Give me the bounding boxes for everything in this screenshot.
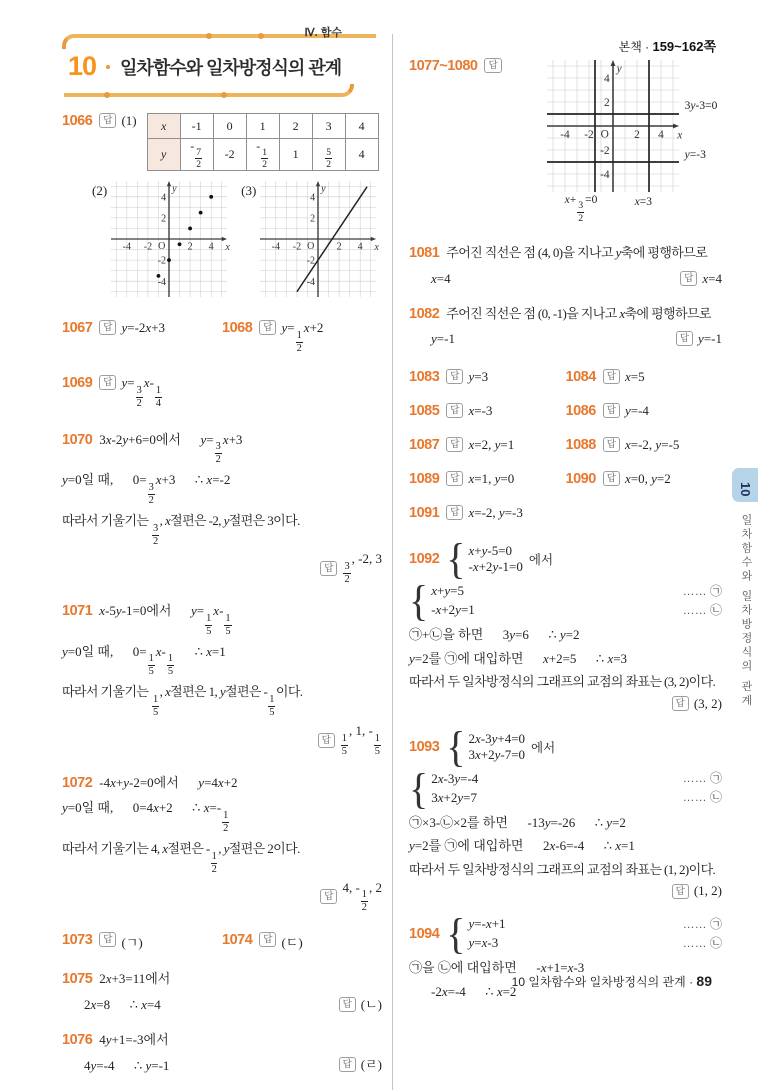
answer-line bbox=[409, 696, 722, 712]
solution-line: 따라서 기울기는 $\frac{1}{5}$ , x절편은 1, y절편은 - $\frac{1}{5}$ 이다. bbox=[62, 684, 303, 718]
system-equation: 3x+2y=7 bbox=[431, 789, 477, 805]
problem-number: 1067 bbox=[62, 320, 93, 337]
answer-badge: 답 bbox=[339, 997, 356, 1012]
svg-text:y bbox=[321, 184, 327, 195]
answer-badge: 답 bbox=[320, 889, 337, 904]
answer-value: $\frac{3}{2}$ , -2, 3 bbox=[344, 551, 382, 586]
problem-number: 1072 bbox=[62, 774, 93, 791]
problem-number: 1093 bbox=[409, 738, 440, 755]
answer-value: y=-4 bbox=[624, 403, 649, 418]
problem-number: 1089 bbox=[409, 471, 440, 487]
solution-line: ㉠을 ㉡에 대입하면 -x+1=x-3 bbox=[409, 960, 585, 975]
chapter-title: 일차함수와 일차방정식의 관계 bbox=[120, 57, 342, 78]
footer-chapter-number: 10 bbox=[511, 975, 526, 989]
side-tab-chapter-title: 일차함수와 일차방정식의 관계 bbox=[740, 514, 752, 709]
answer-line bbox=[339, 995, 382, 1015]
solution-line: 4y+1=-3에서 bbox=[99, 1031, 169, 1047]
problem-1084 bbox=[566, 369, 723, 385]
solution-line: ㉠×3-㉡×2를 하면 -13y=-26 ∴ y=2 bbox=[409, 814, 626, 830]
deco-dot bbox=[258, 33, 264, 39]
answer-badge: 답 bbox=[484, 58, 501, 73]
problem-1068 bbox=[222, 320, 382, 355]
svg-text:-2 bbox=[293, 242, 301, 253]
problem-1076 bbox=[62, 1030, 382, 1076]
solution-line: 주어진 직선은 점 (4, 0)을 지나고 y축에 평행하므로 bbox=[446, 245, 708, 260]
svg-text:2 bbox=[634, 129, 640, 141]
footer-page-number: 89 bbox=[696, 973, 712, 989]
answer-line bbox=[62, 551, 382, 586]
suffix: 에서 bbox=[528, 553, 554, 567]
answer-value: y=3 bbox=[468, 369, 489, 384]
system-equation: x+y-5=0 bbox=[468, 543, 513, 558]
problem-number: 1073 bbox=[62, 932, 93, 949]
problem-number: 1068 bbox=[222, 320, 253, 337]
svg-text:-4 bbox=[560, 129, 570, 141]
graph-line-label: 3y-3=0 bbox=[684, 100, 718, 112]
graph-line-label: y=-3 bbox=[684, 149, 706, 161]
title-decoration-top bbox=[62, 27, 376, 49]
solution-line: 따라서 기울기는 4, x절편은 - $\frac{1}{2}$ , y절편은 2이다. bbox=[62, 840, 300, 875]
answer-value: (3, 2) bbox=[693, 695, 722, 711]
problem-1085 bbox=[409, 403, 566, 419]
equation-tag: …… ㉡ bbox=[682, 602, 722, 617]
system-equation: y=x-3 bbox=[468, 935, 499, 950]
chapter-number: 10 bbox=[68, 51, 97, 81]
solution-line: x-5y-1=0에서 y= $\frac{1}{5}$ x- $\frac{1}{5}$ bbox=[99, 603, 231, 637]
problem-1089 bbox=[409, 471, 566, 487]
graph-line-label: x+ $\frac{3}{2}$ =0 bbox=[564, 194, 598, 224]
system-equation: 2x-3y+4=0 bbox=[468, 730, 526, 746]
answer-value: y= $\frac{3}{2}$ x- $\frac{1}{4}$ bbox=[121, 374, 162, 409]
deco-dot bbox=[221, 92, 227, 98]
equation-tag: …… ㉠ bbox=[682, 916, 722, 931]
table-cell: 3 bbox=[312, 114, 345, 139]
svg-text:-4 bbox=[307, 277, 315, 288]
scatter-graph-1066-2 bbox=[111, 181, 227, 302]
problem-number: 1071 bbox=[62, 603, 93, 620]
problem-1090 bbox=[566, 471, 723, 487]
page-ref-pages: 159~162쪽 bbox=[652, 39, 716, 54]
solution-line: 3x-2y+6=0에서 y= $\frac{3}{2}$ x+3 bbox=[99, 431, 243, 466]
answer-badge: 답 bbox=[603, 369, 620, 384]
problem-number: 1074 bbox=[222, 932, 253, 949]
answer-badge: 답 bbox=[99, 932, 116, 947]
chapter-title-row bbox=[62, 49, 382, 84]
line-graph-1066-3 bbox=[260, 181, 376, 302]
answer-badge: 답 bbox=[446, 369, 463, 384]
left-column bbox=[62, 27, 392, 1090]
solution-line: y=2를 ㉠에 대입하면 2x-6=-4 ∴ x=1 bbox=[409, 838, 635, 853]
svg-text:-4 bbox=[123, 242, 131, 253]
svg-text:-4 bbox=[600, 169, 610, 181]
problem-1093 bbox=[409, 721, 722, 900]
svg-text:-2 bbox=[584, 129, 594, 141]
answer-value: y= $\frac{1}{2}$ x+2 bbox=[281, 320, 324, 354]
system-equation: x+y=5 bbox=[431, 583, 464, 599]
side-tab-chapter-number: 10 bbox=[732, 468, 758, 502]
problem-number: 1084 bbox=[565, 369, 596, 385]
solution-line: y=0일 때, 0= $\frac{1}{5}$ x- $\frac{1}{5}$ ∴ x=1 bbox=[62, 643, 226, 678]
answer-badge: 답 bbox=[603, 403, 620, 418]
solution-line: 4y=-4 ∴ y=-1 bbox=[84, 1057, 170, 1073]
brace: { bbox=[409, 763, 429, 813]
table-cell: 0 bbox=[213, 114, 246, 139]
solution-line: y=0일 때, 0=4x+2 ∴ x=- $\frac{1}{2}$ bbox=[62, 800, 229, 834]
answer-badge: 답 bbox=[320, 561, 337, 576]
svg-text:4 bbox=[310, 193, 315, 204]
solution-line: 따라서 기울기는 $\frac{3}{2}$ , x절편은 -2, y절편은 3이다. bbox=[62, 512, 300, 547]
answer-badge: 답 bbox=[446, 505, 463, 520]
answer-badge: 답 bbox=[446, 471, 463, 486]
problem-number: 1092 bbox=[409, 551, 440, 567]
table-cell: 4 bbox=[345, 114, 378, 139]
title-separator-dot bbox=[106, 65, 110, 69]
svg-text:-2 bbox=[158, 256, 166, 267]
problem-1081 bbox=[409, 243, 722, 289]
page-reference bbox=[619, 36, 716, 55]
answer-line bbox=[409, 883, 722, 899]
svg-text:O bbox=[600, 128, 608, 140]
problem-1082 bbox=[409, 304, 722, 350]
brace: { bbox=[446, 909, 466, 958]
answer-badge: 답 bbox=[680, 271, 697, 286]
answer-value: (ㄱ) bbox=[121, 935, 143, 951]
table-cell: y bbox=[147, 139, 180, 171]
solution-line: 2x+3=11에서 bbox=[99, 971, 171, 987]
answer-value: y=-2x+3 bbox=[121, 320, 166, 336]
answer-badge: 답 bbox=[259, 320, 276, 335]
part-label: (2) bbox=[92, 183, 108, 199]
answer-badge: 답 bbox=[259, 932, 276, 947]
problem-1073 bbox=[62, 932, 222, 951]
answer-badge: 답 bbox=[446, 437, 463, 452]
svg-text:4 bbox=[604, 73, 610, 85]
system-equation: -x+2y-1=0 bbox=[468, 559, 523, 574]
svg-text:-4 bbox=[272, 242, 280, 253]
svg-text:2 bbox=[161, 214, 166, 225]
svg-text:4 bbox=[358, 242, 363, 253]
problem-1066 bbox=[62, 113, 382, 302]
svg-text:-2 bbox=[307, 256, 315, 267]
problem-number: 1088 bbox=[565, 437, 596, 453]
right-column bbox=[392, 34, 722, 1090]
table-cell: 1 bbox=[279, 139, 312, 171]
footer-separator: · bbox=[689, 975, 694, 989]
system-equation: 3x+2y-7=0 bbox=[468, 746, 526, 762]
part-label: (1) bbox=[121, 113, 137, 128]
problem-number: 1091 bbox=[409, 505, 440, 521]
solution-line: -2x=-4 ∴ x=2 bbox=[431, 983, 517, 999]
svg-text:-2 bbox=[144, 242, 152, 253]
answer-value: x=-2, y=-5 bbox=[624, 437, 680, 452]
problem-1087 bbox=[409, 437, 566, 453]
answer-value: x=-2, y=-3 bbox=[468, 505, 523, 520]
table-cell: -2 bbox=[213, 139, 246, 171]
problem-1091 bbox=[409, 505, 722, 521]
brace: { bbox=[409, 576, 429, 625]
table-cell: 2 bbox=[279, 114, 312, 139]
equation-tag: …… ㉠ bbox=[682, 583, 722, 598]
answer-value: x=0, y=2 bbox=[624, 471, 671, 486]
problem-1092 bbox=[409, 534, 722, 712]
answer-value: x=-3 bbox=[468, 403, 493, 418]
problem-number: 1094 bbox=[409, 926, 440, 942]
solution-line: y=0일 때, 0= $\frac{3}{2}$ x+3 ∴ x=-2 bbox=[62, 472, 231, 506]
solution-line: ㉠+㉡을 하면 3y=6 ∴ y=2 bbox=[409, 627, 580, 642]
problem-number: 1087 bbox=[409, 437, 440, 453]
table-cell: - $\frac{1}{2}$ bbox=[246, 139, 279, 171]
equation-tag: …… ㉠ bbox=[682, 771, 722, 786]
suffix: 에서 bbox=[531, 740, 556, 755]
brace: { bbox=[446, 721, 466, 771]
answer-badge: 답 bbox=[603, 471, 620, 486]
svg-text:4 bbox=[209, 242, 214, 253]
table-cell: 4 bbox=[345, 139, 378, 171]
svg-text:x bbox=[374, 242, 380, 253]
system-equation: 2x-3y=-4 bbox=[431, 770, 479, 786]
system-equation: -x+2y=1 bbox=[431, 602, 475, 617]
svg-text:O bbox=[158, 241, 165, 252]
problem-1070 bbox=[62, 430, 382, 587]
svg-text:O bbox=[307, 241, 314, 252]
answer-value: x=2, y=1 bbox=[468, 437, 515, 452]
problem-number: 1085 bbox=[409, 403, 440, 419]
table-cell: - $\frac{7}{2}$ bbox=[180, 139, 213, 171]
svg-text:-4 bbox=[158, 277, 166, 288]
problem-number: 1081 bbox=[409, 245, 440, 261]
table-row-y bbox=[147, 139, 378, 171]
answer-value: (ㄷ) bbox=[281, 935, 303, 951]
answer-line bbox=[62, 880, 382, 915]
answer-value: (ㄴ) bbox=[360, 996, 382, 1012]
unit-badge: Ⅳ. 함수 bbox=[304, 27, 342, 39]
svg-text:y bbox=[171, 184, 177, 195]
problem-1069 bbox=[62, 375, 382, 410]
answer-badge: 답 bbox=[603, 437, 620, 452]
table-cell: x bbox=[147, 114, 180, 139]
graph-line-label: x=3 bbox=[634, 196, 653, 208]
svg-text:-2 bbox=[600, 145, 610, 157]
chapter-title-box bbox=[62, 27, 382, 97]
answer-badge: 답 bbox=[672, 696, 689, 711]
svg-text:2 bbox=[310, 214, 315, 225]
problem-1071 bbox=[62, 601, 382, 758]
problem-1072 bbox=[62, 773, 382, 915]
answer-line bbox=[676, 329, 722, 349]
value-table bbox=[147, 113, 379, 171]
table-cell: 1 bbox=[246, 114, 279, 139]
table-row-x bbox=[147, 114, 378, 139]
problem-1083 bbox=[409, 369, 566, 385]
answer-value: $\frac{1}{5}$ , 1, - $\frac{1}{5}$ bbox=[341, 722, 380, 757]
problem-1077-1080 bbox=[409, 58, 722, 228]
answer-value: (1, 2) bbox=[693, 883, 722, 898]
solution-line: y=-1 bbox=[431, 331, 455, 347]
svg-text:x bbox=[676, 130, 682, 142]
title-decoration-bottom bbox=[64, 84, 354, 97]
svg-text:4 bbox=[161, 193, 166, 204]
answer-value: x=1, y=0 bbox=[468, 471, 515, 486]
deco-dot bbox=[206, 33, 212, 39]
answer-value: x=4 bbox=[702, 270, 722, 286]
side-tab bbox=[732, 468, 758, 708]
solution-line: y=2를 ㉠에 대입하면 x+2=5 ∴ x=3 bbox=[409, 650, 628, 666]
answer-badge: 답 bbox=[99, 113, 116, 128]
svg-text:2 bbox=[337, 242, 342, 253]
answer-line bbox=[339, 1055, 382, 1075]
answer-badge: 답 bbox=[99, 320, 116, 335]
answer-line bbox=[680, 269, 722, 289]
problem-1074 bbox=[222, 932, 382, 951]
svg-text:4 bbox=[658, 129, 664, 141]
solution-line: -4x+y-2=0에서 y=4x+2 bbox=[99, 774, 238, 790]
answer-badge: 답 bbox=[676, 331, 693, 346]
equation-tag: …… ㉡ bbox=[682, 935, 722, 950]
problem-number: 1083 bbox=[409, 369, 440, 385]
svg-text:x bbox=[225, 242, 231, 253]
svg-text:y bbox=[615, 63, 622, 75]
system-equation: y=-x+1 bbox=[468, 916, 506, 932]
problem-1067 bbox=[62, 320, 222, 336]
svg-text:2 bbox=[604, 97, 610, 109]
problem-1088 bbox=[566, 437, 723, 453]
answer-value: (ㄹ) bbox=[360, 1057, 382, 1073]
problem-number: 1069 bbox=[62, 374, 93, 391]
deco-dot bbox=[104, 92, 110, 98]
problem-number: 1082 bbox=[409, 305, 440, 322]
svg-text:2 bbox=[188, 242, 193, 253]
table-cell: $\frac{5}{2}$ bbox=[312, 139, 345, 171]
answer-value: x=5 bbox=[624, 369, 645, 384]
solution-line: 따라서 두 일차방정식의 그래프의 교점의 좌표는 (3, 2)이다. bbox=[409, 674, 716, 689]
problem-number: 1070 bbox=[62, 431, 93, 448]
answer-value: y=-1 bbox=[698, 331, 722, 347]
problem-number: 1075 bbox=[62, 971, 93, 988]
problem-number: 1090 bbox=[565, 471, 596, 487]
equation-tag: …… ㉡ bbox=[682, 790, 722, 805]
answer-badge: 답 bbox=[672, 884, 689, 899]
footer-chapter-title: 일차함수와 일차방정식의 관계 bbox=[528, 975, 686, 989]
graph-1077-1080-wrapper bbox=[507, 60, 722, 228]
answer-line bbox=[62, 723, 382, 758]
solution-line: 따라서 두 일차방정식의 그래프의 교점의 좌표는 (1, 2)이다. bbox=[409, 861, 716, 877]
lines-graph-1077-1080 bbox=[547, 60, 679, 197]
problem-number: 1066 bbox=[62, 113, 93, 129]
problem-number: 1086 bbox=[565, 403, 596, 419]
answer-badge: 답 bbox=[339, 1057, 356, 1072]
problem-number: 1077~1080 bbox=[409, 58, 478, 74]
page-ref-prefix: 본책 · bbox=[618, 40, 653, 54]
answer-badge: 답 bbox=[318, 733, 335, 748]
problem-1075 bbox=[62, 969, 382, 1015]
problem-number: 1076 bbox=[62, 1031, 93, 1048]
answer-badge: 답 bbox=[446, 403, 463, 418]
table-cell: -1 bbox=[180, 114, 213, 139]
part-label: (3) bbox=[241, 183, 257, 199]
answer-badge: 답 bbox=[99, 375, 116, 390]
solution-line: 주어진 직선은 점 (0, -1)을 지나고 x축에 평행하므로 bbox=[446, 305, 711, 321]
solution-line: x=4 bbox=[431, 270, 451, 286]
problem-1086 bbox=[566, 403, 723, 419]
brace: { bbox=[446, 534, 466, 583]
solution-line: 2x=8 ∴ x=4 bbox=[84, 997, 161, 1013]
page-footer bbox=[512, 973, 712, 990]
answer-value: 4, - $\frac{1}{2}$ , 2 bbox=[342, 879, 382, 914]
